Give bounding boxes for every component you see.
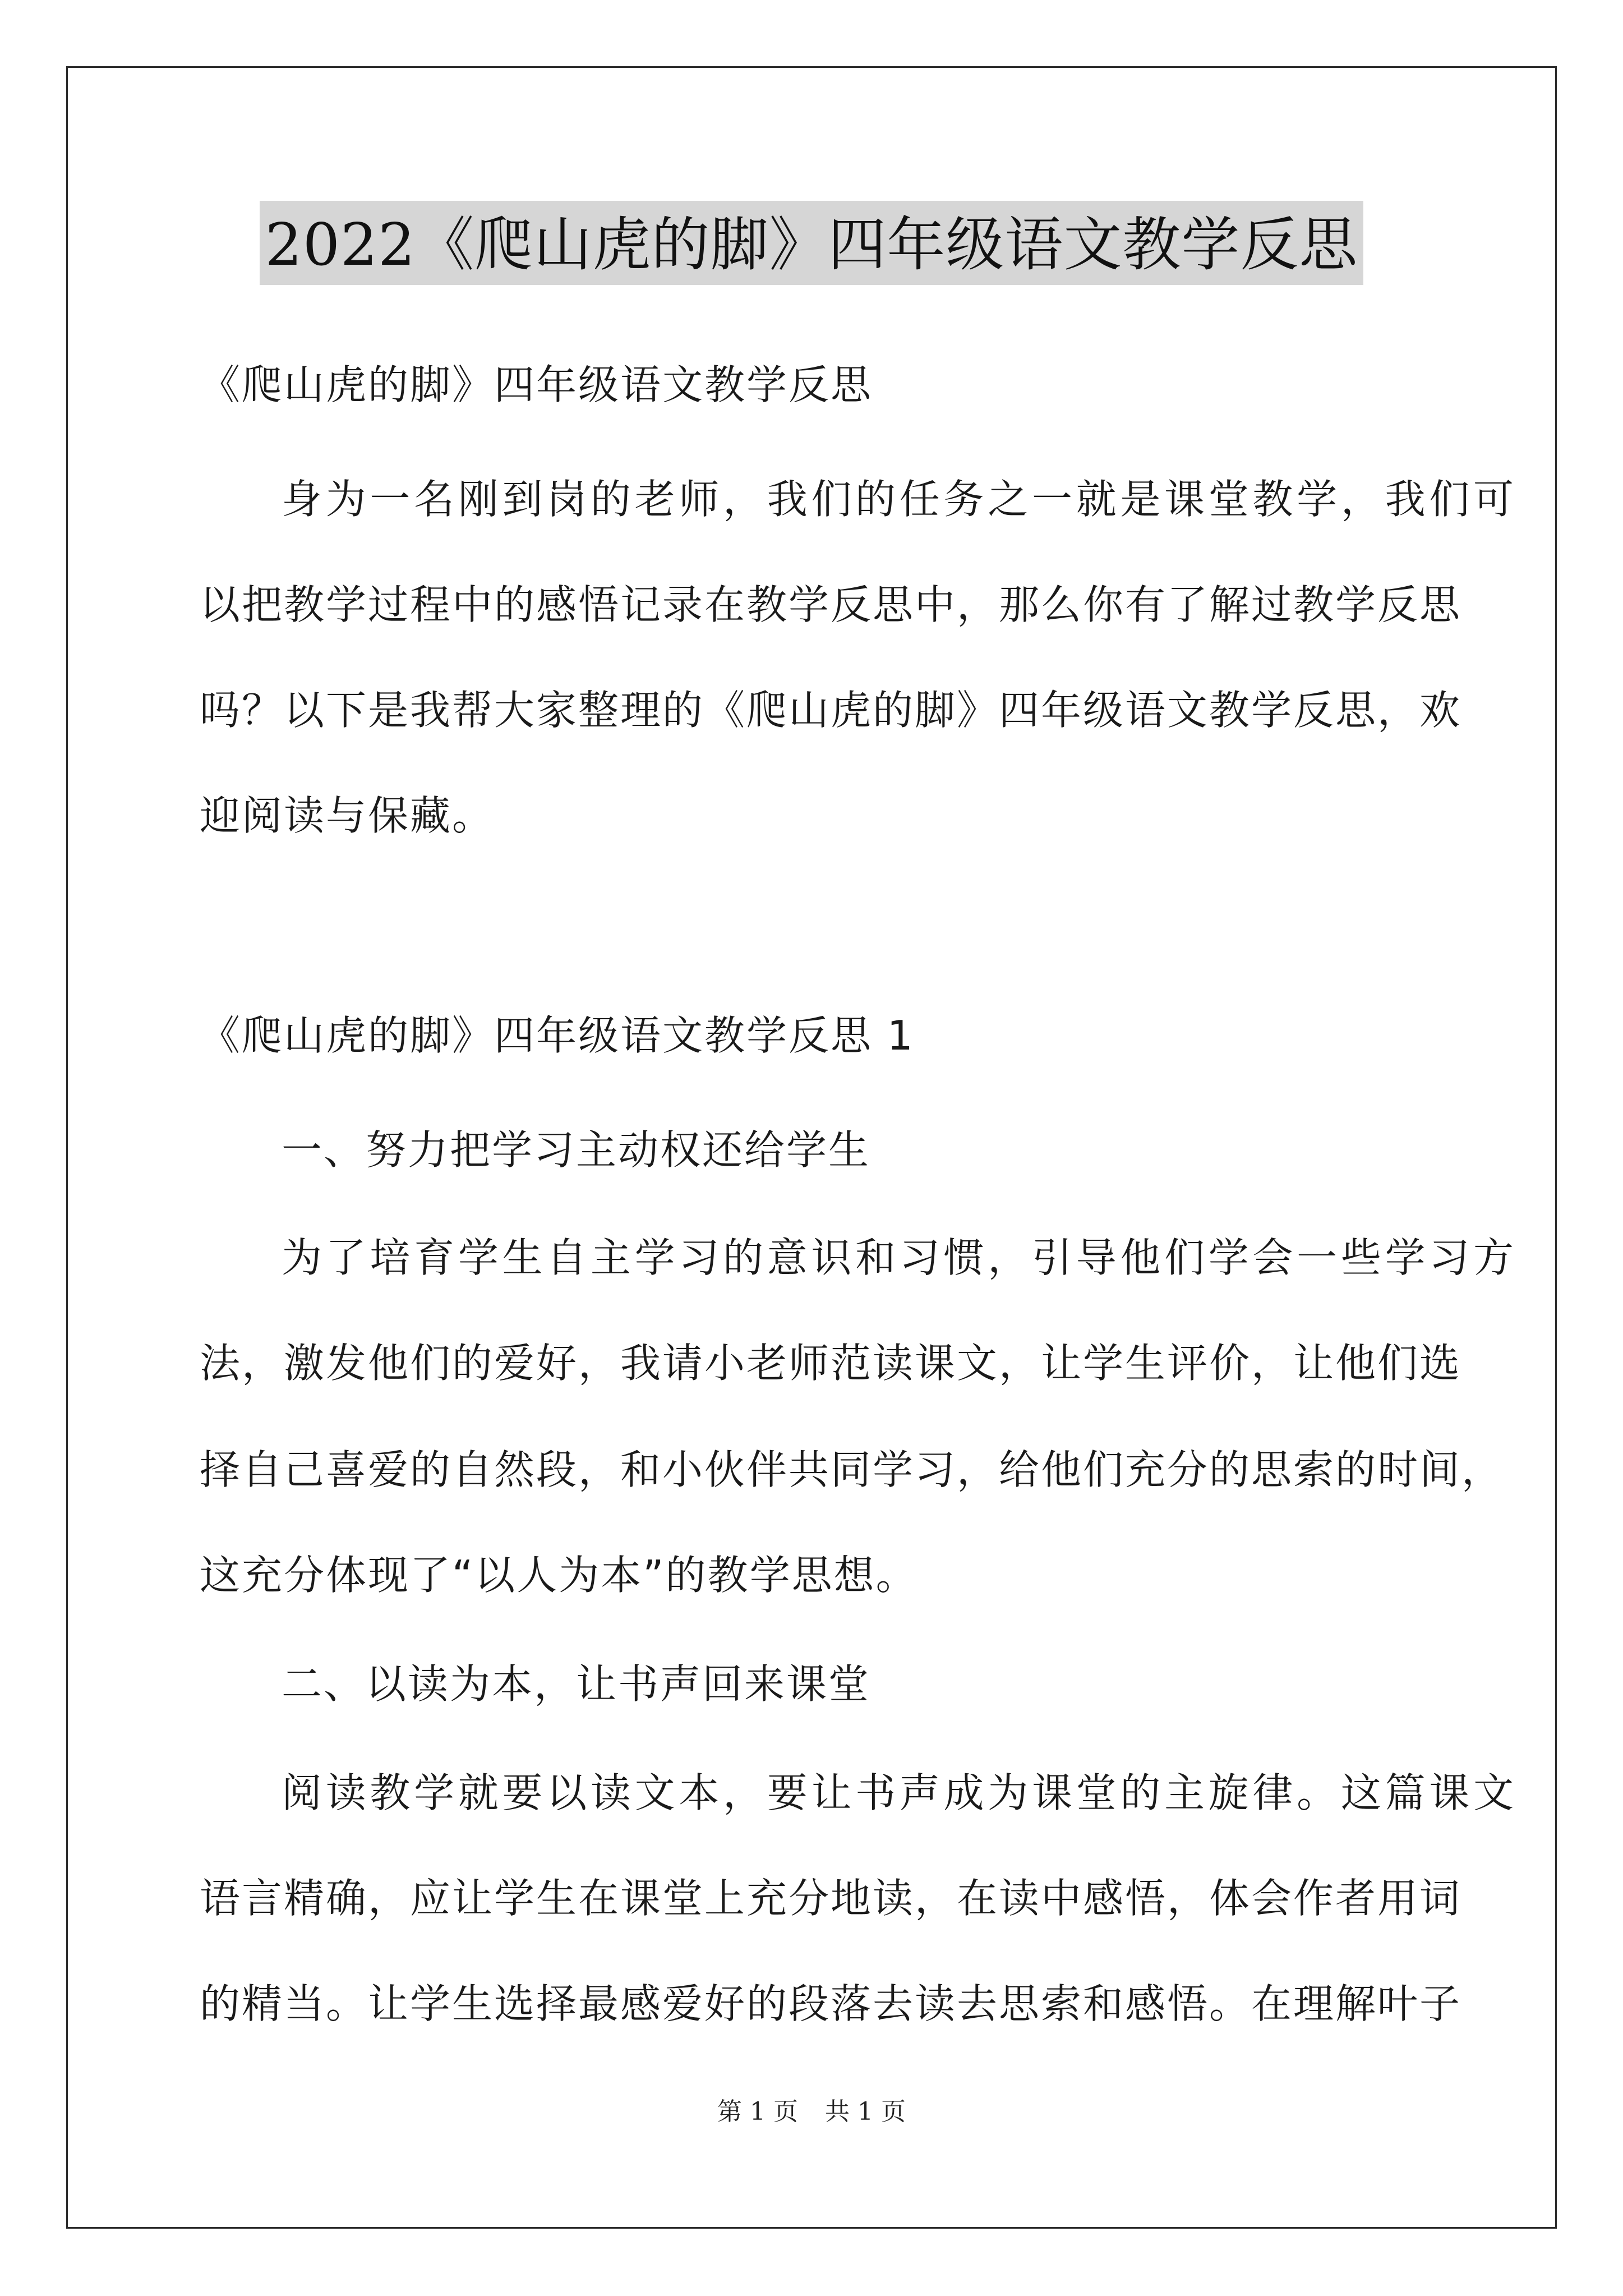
paragraph-line: 身为一名刚到岗的老师，我们的任务之一就是课堂教学，我们可 <box>282 476 1515 523</box>
paragraph-line: 法，激发他们的爱好，我请小老师范读课文，让学生评价，让他们选 <box>200 1340 1462 1387</box>
section-heading: 《爬山虎的脚》四年级语文教学反思 1 <box>200 1012 915 1059</box>
paragraph-line: 择自己喜爱的自然段，和小伙伴共同学习，给他们充分的思索的时间， <box>200 1446 1504 1493</box>
paragraph-line: 的精当。让学生选择最感爱好的段落去读去思索和感悟。在理解叶子 <box>200 1980 1462 2027</box>
document-title: 2022《爬山虎的脚》四年级语文教学反思 <box>260 201 1364 285</box>
paragraph-line: 这充分体现了“以人为本”的教学思想。 <box>200 1552 918 1599</box>
page-footer <box>0 2091 1623 2127</box>
subtitle: 《爬山虎的脚》四年级语文教学反思 <box>200 361 873 408</box>
paragraph-line: 语言精确，应让学生在课堂上充分地读，在读中感悟，体会作者用词 <box>200 1875 1462 1922</box>
title-container <box>0 201 1623 285</box>
paragraph-line: 阅读教学就要以读文本，要让书声成为课堂的主旋律。这篇课文 <box>282 1769 1515 1816</box>
paragraph-line: 为了培育学生自主学习的意识和习惯，引导他们学会一些学习方 <box>282 1234 1515 1281</box>
paragraph-line: 迎阅读与保藏。 <box>200 792 495 839</box>
paragraph-line: 以把教学过程中的感悟记录在教学反思中，那么你有了解过教学反思 <box>200 581 1462 628</box>
subsection-heading: 一、努力把学习主动权还给学生 <box>282 1126 871 1174</box>
paragraph-line: 吗？以下是我帮大家整理的《爬山虎的脚》四年级语文教学反思，欢 <box>200 687 1462 734</box>
subsection-heading: 二、以读为本，让书声回来课堂 <box>282 1660 871 1708</box>
page-total: 共 1 页 <box>825 2097 906 2126</box>
page-number: 第 1 页 <box>717 2097 798 2126</box>
